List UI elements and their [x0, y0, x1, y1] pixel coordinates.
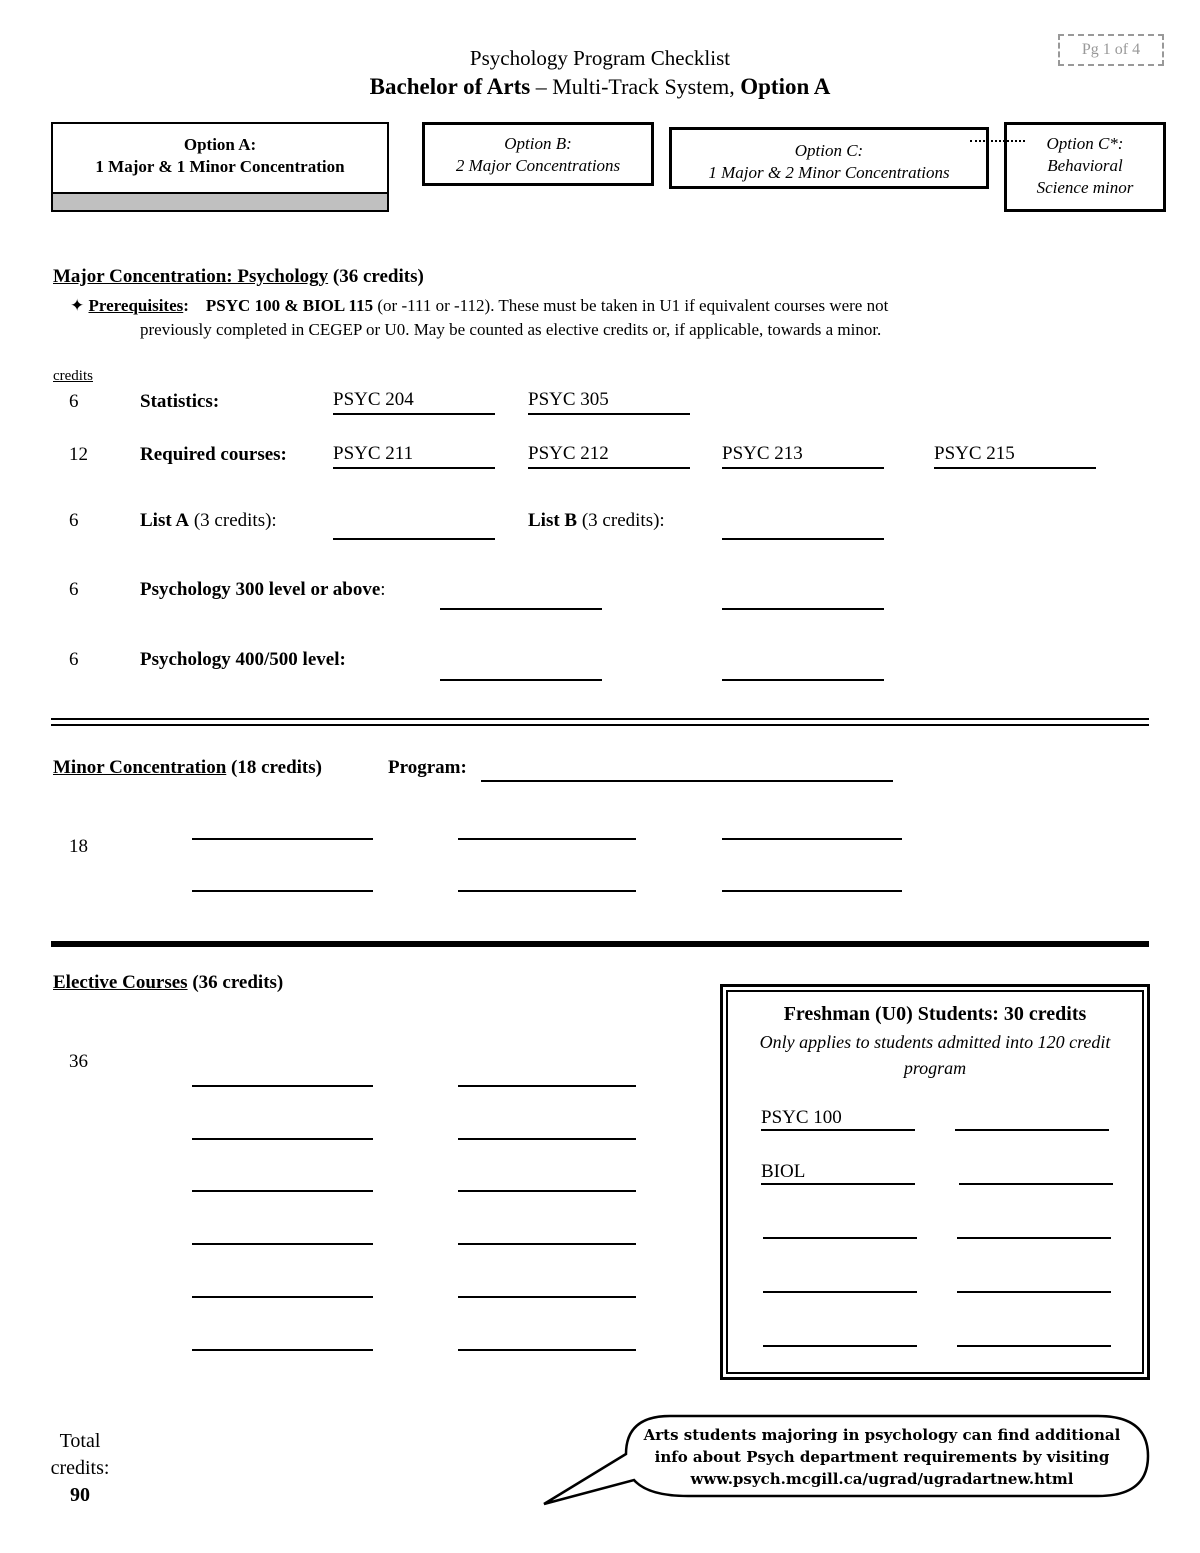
required-label: Required courses: [140, 444, 287, 465]
prerequisites-note: ✦ Prerequisites: PSYC 100 & BIOL 115 (or -111 or -112). These must be taken in U1 if equivalent courses were not previously completed in CEGEP or U0. May be counted as elective credits or, if applicable, towards a minor. [70, 294, 1130, 342]
option-c-desc: 1 Major & 2 Minor Concentrations [708, 163, 950, 182]
credits-column-label: credits [53, 368, 93, 384]
list-a-blank[interactable] [333, 536, 495, 540]
course-psyc-211[interactable]: PSYC 211 [333, 443, 495, 469]
option-c-title: Option C: [794, 141, 864, 160]
degree-name: Bachelor of Arts [369, 74, 531, 99]
freshman-blank[interactable] [763, 1269, 917, 1293]
required-credits: 12 [69, 444, 88, 465]
level-300-blank-2[interactable] [722, 606, 884, 610]
elective-blank[interactable] [458, 1136, 636, 1140]
elective-blank[interactable] [458, 1241, 636, 1245]
elective-blank[interactable] [192, 1347, 373, 1351]
section-divider-double [51, 718, 1149, 726]
elective-blank[interactable] [192, 1188, 373, 1192]
course-psyc-204[interactable]: PSYC 204 [333, 389, 495, 415]
elective-blank[interactable] [192, 1241, 373, 1245]
elective-blank[interactable] [192, 1136, 373, 1140]
prereq-label: Prerequisites [88, 296, 184, 315]
elective-blank[interactable] [192, 1083, 373, 1087]
page-subtitle [0, 74, 1200, 100]
minor-section-title [53, 757, 322, 779]
minor-program-blank[interactable] [481, 778, 893, 782]
option-c-star-desc1: Behavioral [1047, 156, 1123, 175]
section-divider-thick [51, 941, 1149, 947]
freshman-subtitle: Only applies to students admitted into 120 credit program [759, 1032, 1111, 1078]
statistics-credits: 6 [69, 391, 79, 412]
star-icon: ✦ [70, 296, 85, 315]
option-b-title: Option B: [504, 134, 572, 153]
elective-title-credits: (36 credits) [187, 972, 284, 993]
callout-line-2: info about Psych department requirements by visiting [654, 1448, 1110, 1466]
freshman-title: Freshman (U0) Students: 30 credits [783, 1003, 1087, 1025]
elective-blank[interactable] [458, 1294, 636, 1298]
minor-blank[interactable] [458, 836, 636, 840]
freshman-course-biol[interactable]: BIOL [761, 1161, 915, 1185]
prereq-text-2: previously completed in CEGEP or U0. May be counted as elective credits or, if applicable, towards a minor. [140, 320, 882, 339]
minor-blank[interactable] [192, 888, 373, 892]
course-psyc-305[interactable]: PSYC 305 [528, 389, 690, 415]
elective-credits: 36 [69, 1051, 88, 1072]
system-text: – Multi-Track System, [530, 74, 741, 99]
minor-blank[interactable] [192, 836, 373, 840]
option-text: Option A [740, 74, 831, 99]
callout-line-1: Arts students majoring in psychology can find additional [643, 1426, 1121, 1444]
callout-link[interactable]: www.psych.mcgill.ca/ugrad/ugradartnew.html [690, 1470, 1074, 1488]
elective-blank[interactable] [458, 1188, 636, 1192]
elective-blank[interactable] [458, 1083, 636, 1087]
minor-program-label: Program: [388, 757, 467, 778]
course-psyc-213[interactable]: PSYC 213 [722, 443, 884, 469]
elective-blank[interactable] [458, 1347, 636, 1351]
prereq-courses: PSYC 100 & BIOL 115 [205, 296, 374, 315]
freshman-blank[interactable] [959, 1161, 1113, 1185]
minor-blank[interactable] [722, 888, 902, 892]
page-title: Psychology Program Checklist [469, 46, 731, 70]
option-a-selected-bar [53, 192, 387, 210]
level-400-credits: 6 [69, 649, 79, 670]
total-label: Total [59, 1430, 101, 1452]
lists-credits: 6 [69, 510, 79, 531]
option-a-title: Option A: [183, 135, 257, 154]
minor-title-credits: (18 credits) [226, 757, 322, 778]
option-a-box [51, 122, 389, 212]
callout-text [622, 1424, 1142, 1490]
elective-blank[interactable] [192, 1294, 373, 1298]
level-300-label: Psychology 300 level or above: [140, 579, 386, 600]
major-title-credits: (36 credits) [328, 266, 424, 287]
minor-blank[interactable] [722, 836, 902, 840]
elective-section-title [53, 972, 283, 994]
freshman-blank[interactable] [957, 1323, 1111, 1347]
minor-credits: 18 [69, 836, 88, 857]
list-b-blank[interactable] [722, 536, 884, 540]
level-300-blank-1[interactable] [440, 606, 602, 610]
major-section-title [53, 266, 424, 288]
statistics-label: Statistics: [140, 391, 220, 412]
prereq-text-1: (or -111 or -112). These must be taken in U1 if equivalent courses were not [373, 296, 889, 315]
freshman-blank[interactable] [957, 1215, 1111, 1239]
elective-title-main: Elective Courses [53, 972, 188, 993]
option-c-star-box [1004, 122, 1166, 212]
freshman-box [720, 984, 1150, 1380]
total-credits-block [40, 1428, 120, 1509]
total-credits-value: 90 [70, 1484, 90, 1506]
option-c-box [669, 127, 989, 189]
total-label-credits: credits: [50, 1457, 110, 1479]
minor-title-main: Minor Concentration [53, 757, 227, 778]
minor-blank[interactable] [458, 888, 636, 892]
option-a-desc: 1 Major & 1 Minor Concentration [95, 157, 345, 176]
option-b-desc: 2 Major Concentrations [455, 156, 621, 175]
page-badge: Pg 1 of 4 [1058, 34, 1164, 66]
level-400-blank-2[interactable] [722, 677, 884, 681]
course-psyc-215[interactable]: PSYC 215 [934, 443, 1096, 469]
option-c-star-desc2: Science minor [1036, 178, 1134, 197]
level-400-blank-1[interactable] [440, 677, 602, 681]
option-b-box [422, 122, 654, 186]
course-psyc-212[interactable]: PSYC 212 [528, 443, 690, 469]
level-400-label: Psychology 400/500 level: [140, 649, 346, 670]
freshman-blank[interactable] [955, 1107, 1109, 1131]
freshman-blank[interactable] [763, 1323, 917, 1347]
list-a-label: List A (3 credits): [140, 510, 277, 531]
freshman-blank[interactable] [763, 1215, 917, 1239]
list-b-label: List B (3 credits): [528, 510, 665, 531]
level-300-credits: 6 [69, 579, 79, 600]
freshman-course-psyc-100[interactable]: PSYC 100 [761, 1107, 915, 1131]
freshman-blank[interactable] [957, 1269, 1111, 1293]
option-c-star-title: Option C*: [1046, 134, 1124, 153]
major-title-main: Major Concentration: Psychology [53, 266, 329, 287]
